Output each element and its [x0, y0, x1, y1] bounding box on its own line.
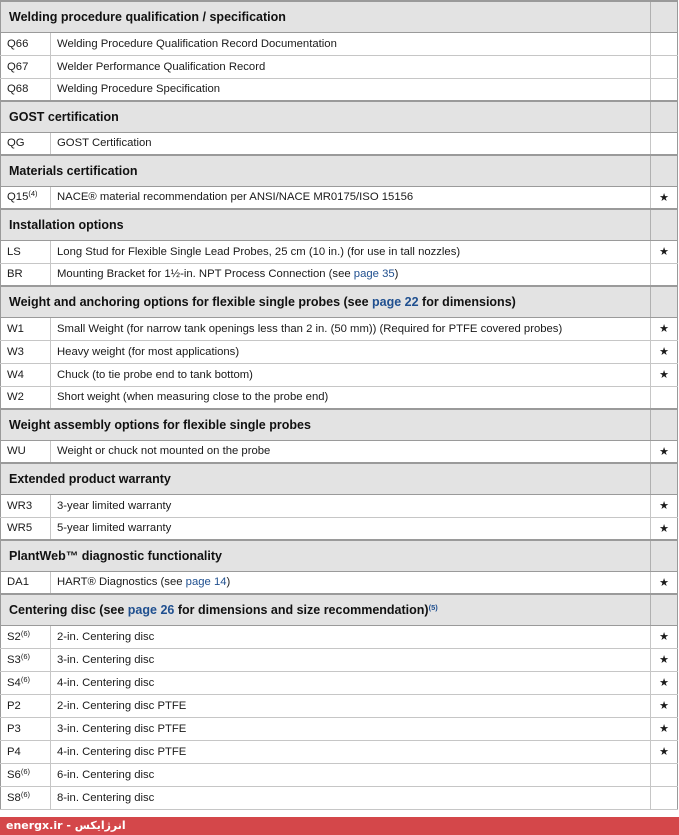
footnote-ref: (5): [428, 602, 438, 612]
option-row-s3: [1, 648, 678, 671]
page-link[interactable]: page 35: [353, 268, 395, 281]
option-description: 3-in. Centering disc: [51, 648, 651, 671]
option-code: Q66: [1, 32, 51, 55]
option-description: Small Weight (for narrow tank openings less than 2 in. (50 mm)) (Required for PTFE covered probes): [51, 317, 651, 340]
option-row-p4: [1, 740, 678, 763]
option-code: S6$^{(6)}$: [1, 763, 51, 786]
section-title: Centering disc (see page 26 for dimensions and size recommendation)$^{(5)}$: [1, 594, 651, 625]
footnote-ref: (6): [20, 651, 30, 661]
option-description: Long Stud for Flexible Single Lead Probes, 25 cm (10 in.) (for use in tall nozzles): [51, 240, 651, 263]
option-code: BR: [1, 263, 51, 286]
option-code: Q67: [1, 55, 51, 78]
option-description: 6-in. Centering disc: [51, 763, 651, 786]
option-description: 5-year limited warranty: [51, 517, 651, 540]
option-code: W1: [1, 317, 51, 340]
standard-star-icon: ★: [651, 717, 678, 740]
option-description: GOST Certification: [51, 132, 651, 155]
option-code: W4: [1, 363, 51, 386]
standard-star-icon: ★: [651, 625, 678, 648]
footnote-ref: (6): [20, 789, 30, 799]
watermark-footer: [0, 817, 679, 835]
section-header-materials: [1, 155, 678, 186]
standard-star-icon: ★: [651, 186, 678, 209]
option-code: LS: [1, 240, 51, 263]
option-description: Heavy weight (for most applications): [51, 340, 651, 363]
option-row-da1: [1, 571, 678, 594]
option-code: W3: [1, 340, 51, 363]
option-row-w4: [1, 363, 678, 386]
option-row-wu: [1, 440, 678, 463]
option-row-s8: [1, 786, 678, 809]
section-title: Weight assembly options for flexible single probes: [1, 409, 651, 440]
option-description: Welding Procedure Specification: [51, 78, 651, 101]
option-row-q68: [1, 78, 678, 101]
section-header-gost: [1, 101, 678, 132]
page-link[interactable]: page 14: [185, 576, 227, 589]
option-description: 3-year limited warranty: [51, 494, 651, 517]
standard-star-icon: ★: [651, 363, 678, 386]
option-code: WR3: [1, 494, 51, 517]
option-row-s4: [1, 671, 678, 694]
option-row-w1: [1, 317, 678, 340]
option-row-p3: [1, 717, 678, 740]
option-row-w2: [1, 386, 678, 409]
option-description: Weight or chuck not mounted on the probe: [51, 440, 651, 463]
option-code: WU: [1, 440, 51, 463]
option-description: NACE® material recommendation per ANSI/NACE MR0175/ISO 15156: [51, 186, 651, 209]
section-title: Materials certification: [1, 155, 651, 186]
option-description: 8-in. Centering disc: [51, 786, 651, 809]
option-code: P2: [1, 694, 51, 717]
option-row-q66: [1, 32, 678, 55]
watermark-text: energx.ir - انرژایکس: [6, 819, 126, 832]
option-code: QG: [1, 132, 51, 155]
section-header-weight-anchoring: [1, 286, 678, 317]
section-title: Weight and anchoring options for flexible single probes (see page 22 for dimensions): [1, 286, 651, 317]
standard-star-icon: ★: [651, 671, 678, 694]
option-code: S4$^{(6)}$: [1, 671, 51, 694]
option-code: P4: [1, 740, 51, 763]
option-row-w3: [1, 340, 678, 363]
option-code: S8$^{(6)}$: [1, 786, 51, 809]
standard-star-icon: ★: [651, 740, 678, 763]
option-row-p2: [1, 694, 678, 717]
option-code: WR5: [1, 517, 51, 540]
option-row-q67: [1, 55, 678, 78]
option-row-br: [1, 263, 678, 286]
footnote-ref: (6): [20, 628, 30, 638]
footnote-ref: (6): [20, 766, 30, 776]
option-description: 2-in. Centering disc PTFE: [51, 694, 651, 717]
standard-star-icon: ★: [651, 694, 678, 717]
option-code: S2$^{(6)}$: [1, 625, 51, 648]
section-title: Extended product warranty: [1, 463, 651, 494]
standard-star-icon: ★: [651, 494, 678, 517]
option-row-wr5: [1, 517, 678, 540]
option-description: 4-in. Centering disc: [51, 671, 651, 694]
option-description: HART® Diagnostics (see page 14): [51, 571, 651, 594]
section-header-weight-assembly: [1, 409, 678, 440]
option-code: W2: [1, 386, 51, 409]
option-description: 4-in. Centering disc PTFE: [51, 740, 651, 763]
option-description: Welding Procedure Qualification Record Documentation: [51, 32, 651, 55]
option-description: Short weight (when measuring close to the probe end): [51, 386, 651, 409]
option-code: DA1: [1, 571, 51, 594]
option-row-ls: [1, 240, 678, 263]
option-description: 2-in. Centering disc: [51, 625, 651, 648]
section-header-centering-disc: [1, 594, 678, 625]
section-title: PlantWeb™ diagnostic functionality: [1, 540, 651, 571]
section-title: Welding procedure qualification / specification: [1, 1, 651, 32]
standard-star-icon: ★: [651, 571, 678, 594]
section-header-welding: [1, 1, 678, 32]
option-description: Mounting Bracket for 1½-in. NPT Process Connection (see page 35): [51, 263, 651, 286]
footnote-ref: (4): [28, 189, 38, 199]
option-row-qg: [1, 132, 678, 155]
section-title: GOST certification: [1, 101, 651, 132]
standard-star-icon: ★: [651, 317, 678, 340]
page-link[interactable]: page 22: [372, 294, 419, 309]
option-row-s6: [1, 763, 678, 786]
standard-star-icon: ★: [651, 240, 678, 263]
option-description: Welder Performance Qualification Record: [51, 55, 651, 78]
option-description: 3-in. Centering disc PTFE: [51, 717, 651, 740]
section-header-plantweb: [1, 540, 678, 571]
standard-star-icon: ★: [651, 517, 678, 540]
option-row-wr3: [1, 494, 678, 517]
option-code: P3: [1, 717, 51, 740]
page-link[interactable]: page 26: [127, 602, 175, 617]
option-code: S3$^{(6)}$: [1, 648, 51, 671]
footnote-ref: (6): [20, 674, 30, 684]
standard-star-icon: ★: [651, 648, 678, 671]
option-description: Chuck (to tie probe end to tank bottom): [51, 363, 651, 386]
section-header-installation: [1, 209, 678, 240]
standard-star-icon: ★: [651, 340, 678, 363]
standard-star-icon: ★: [651, 440, 678, 463]
option-code: Q15$^{(4)}$: [1, 186, 51, 209]
section-title: Installation options: [1, 209, 651, 240]
option-row-s2: [1, 625, 678, 648]
option-code: Q68: [1, 78, 51, 101]
option-row-q15: [1, 186, 678, 209]
section-header-warranty: [1, 463, 678, 494]
